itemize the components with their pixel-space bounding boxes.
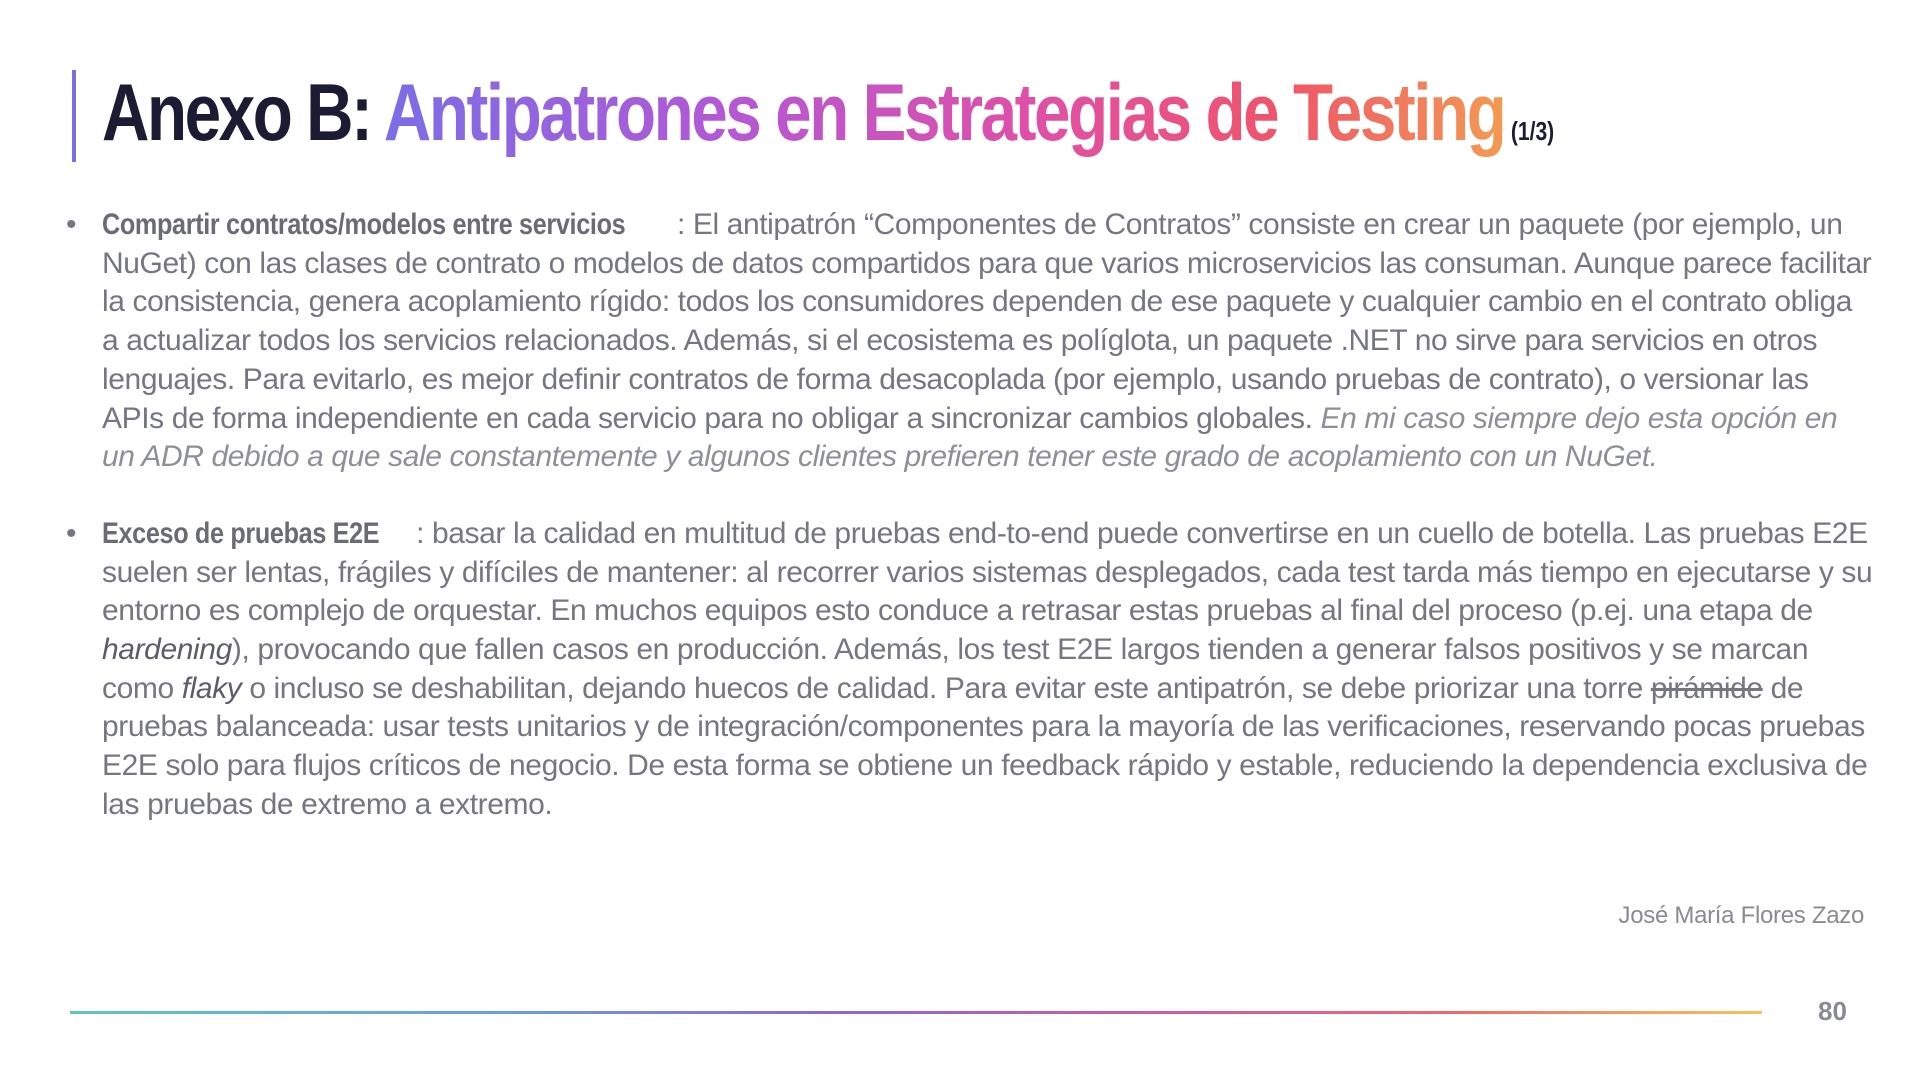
title-accent-bar <box>72 70 76 162</box>
bullet-strikethrough: pirámide <box>1650 671 1763 705</box>
bullet-emphasis: flaky <box>181 671 242 705</box>
bullet-text: o incluso se deshabilitan, dejando huecos de calidad. Para evitar este antipatrón, se debe priorizar una torre <box>241 671 1651 705</box>
footer-gradient-line <box>70 1011 1762 1014</box>
author-name: José María Flores Zazo <box>1618 902 1864 929</box>
bullet-emphasis: hardening <box>102 633 232 667</box>
bullet-lead: Exceso de pruebas E2E <box>102 516 380 550</box>
bullet-note: En mi caso siempre dejo esta opción en un ADR debido a que sale constantemente y algunos clientes prefieren tener este grado de acoplamiento con un NuGet. <box>102 401 1838 474</box>
bullet-text: ), provocando que fallen casos en producción. Además, los test E2E largos tienden a generar falsos positivos y se marcan como <box>102 633 1809 705</box>
bullet-shared-contracts <box>64 206 1874 477</box>
slide-content <box>64 206 1874 825</box>
page-number: 80 <box>1818 996 1847 1026</box>
title-pagination: (1/3) <box>1510 116 1555 146</box>
title-prefix: Anexo B: <box>102 68 384 158</box>
bullet-text: : basar la calidad en multitud de pruebas end-to-end puede convertirse en un cuello de botella. Las pruebas E2E suelen ser lentas, frágiles y difíciles de mantener: al recorrer varios sistemas desplegados, cada test tarda más tiempo en ejecutarse y su entorno es complejo de orquestar. En muchos equipos esto conduce a retrasar estas pruebas al final del proceso (p.ej. una etapa de <box>102 516 1873 628</box>
bullet-e2e-excess <box>64 515 1874 825</box>
bullet-text: de pruebas balanceada: usar tests unitarios y de integración/componentes para la mayoría de las verificaciones, reservando pocas pruebas E2E solo para flujos críticos de negocio. De esta forma se obtiene un feedback rápido y estable, reduciendo la dependencia exclusiva de las pruebas de extremo a extremo. <box>102 671 1868 821</box>
slide-title <box>102 58 1554 186</box>
bullet-lead: Compartir contratos/modelos entre servicios <box>102 208 626 241</box>
bullet-dot: • <box>66 208 77 241</box>
bullet-dot: • <box>66 516 77 550</box>
title-highlight: Antipatrones en Estrategias de Testing <box>383 68 1505 158</box>
bullet-text: : El antipatrón “Componentes de Contratos” consiste en crear un paquete (por ejemplo, un NuGet) con las clases de contrato o modelos de datos compartidos para que varios microservicios las consuman. Aunque parece facilitar la consistencia, genera acoplamiento rígido: todos los consumidores dependen de ese paquete y cualquier cambio en el contrato obliga a actualizar todos los servicios relacionados. Además, si el ecosistema es políglota, un paquete .NET no sirve para servicios en otros lenguajes. Para evitarlo, es mejor definir contratos de forma desacoplada (por ejemplo, usando pruebas de contrato), o versionar las APIs de forma independiente en cada servicio para no obligar a sincronizar cambios globales. <box>102 208 1872 435</box>
